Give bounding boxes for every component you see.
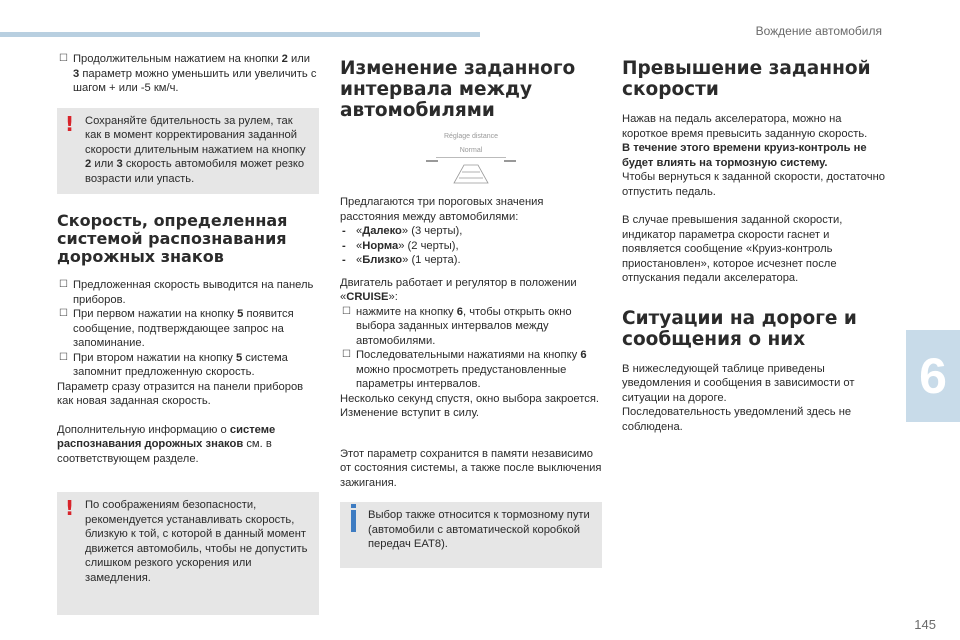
body-text: В нижеследующей таблице приведены уведомления и сообщения в зависимости от ситуации на дороге.	[622, 362, 855, 404]
more-info-text: Дополнительную информацию о системе распознавания дорожных знаков см. в соответствующем разделе.	[57, 423, 276, 465]
body-text: Предлагаются три пороговых значения расстояния между автомобилями:	[340, 196, 544, 223]
list-item: ☐ нажмите на кнопку 6, чтобы открыть окно выбора заданных интервалов между автомобилями.	[342, 305, 572, 347]
illustration-label-normal: Normal	[459, 147, 483, 154]
chapter-header-title: Вождение автомобиля	[755, 24, 882, 38]
list-item: - «Норма» (2 черты),	[342, 239, 459, 252]
list-item: - «Далеко» (3 черты),	[342, 225, 463, 237]
checkbox-bullet-icon: ☐	[342, 305, 351, 317]
column-1	[57, 52, 319, 627]
body-text: Двигатель работает и регулятор в положении «CRUISE»:	[340, 276, 577, 303]
list-item: ☐ При первом нажатии на кнопку 5 появится сообщение, подтверждающее запрос на запоминание.	[59, 308, 294, 349]
warning-exclamation-icon: !	[65, 111, 75, 136]
checkbox-bullet-icon: ☐	[59, 279, 68, 290]
body-text: Нажав на педаль акселератора, можно на короткое время превысить заданную скорость.	[622, 113, 868, 140]
distance-bars-icon	[406, 159, 536, 185]
distance-options-list	[340, 224, 602, 268]
checkbox-bullet-icon: ☐	[59, 308, 68, 319]
section-title-road-situations: Ситуации на дороге и сообщения о них	[622, 307, 857, 350]
body-text: Параметр сразу отразится на панели приборов как новая заданная скорость.	[57, 380, 304, 407]
checkbox-bullet-icon: ☐	[59, 53, 68, 64]
chapter-tab: 6	[906, 330, 960, 422]
list-item: ☐ Предложенная скорость выводится на панель приборов.	[59, 279, 314, 306]
body-text: В случае превышения заданной скорости, индикатор параметра скорости гаснет и появляется сообщение «Круиз-контроль приостановлен», которое исчезнет после отпускания педали акселератора.	[622, 214, 843, 284]
list-item: - «Близко» (1 черта).	[342, 254, 461, 266]
list-item: ☐ Продолжительным нажатием на кнопки 2 или 3 параметр можно уменьшить или увеличить с шагом + или -5 км/ч.	[59, 53, 317, 94]
warning-exclamation-icon: !	[65, 496, 75, 520]
body-text: Этот параметр сохранится в памяти независимо от состояния системы, а также после выключения зажигания.	[340, 447, 602, 489]
body-text: Чтобы вернуться к заданной скорости, достаточно отпустить педаль.	[622, 171, 886, 198]
checkbox-bullet-icon: ☐	[342, 349, 351, 360]
body-text: Несколько секунд спустя, окно выбора закроется. Изменение вступит в силу.	[340, 392, 600, 419]
checkbox-bullet-icon: ☐	[59, 351, 68, 363]
section-title-exceeding-speed: Превышение заданной скорости	[622, 58, 871, 100]
warning-note: ! По соображениям безопасности, рекомендуется устанавливать скорость, близкую к той, с которой в данный момент движется автомобиль, чтобы не допустить слишком резкого ускорения или замедления.	[57, 492, 319, 615]
body-text: Последовательность уведомлений здесь не соблюдена.	[622, 406, 852, 433]
header-accent-bar	[0, 32, 480, 37]
list-item: ☐ При втором нажатии на кнопку 5 система запомнит предложенную скорость.	[59, 351, 288, 378]
intro-list	[57, 52, 319, 96]
sign-recognition-link-text: системе распознавания дорожных знаков	[57, 423, 276, 450]
section-title-distance-change: Изменение заданного интервала между автомобилями	[340, 58, 576, 121]
warning-note: ! Сохраняйте бдительность за рулем, так как в момент корректирования заданной скорости длительным нажатием на кнопку 2 или 3 скорость автомобиля может резко возрасти или упасть.	[57, 108, 319, 195]
column-2	[340, 58, 602, 580]
info-note: Выбор также относится к тормозному пути (автомобили с автоматической коробкой передач EAT8).	[340, 502, 602, 568]
list-item: ☐ Последовательными нажатиями на кнопку 6 можно просмотреть предустановленные параметры интервалов.	[342, 349, 587, 390]
page-number: 145	[914, 617, 936, 632]
illustration-label-setting: Réglage distance	[443, 133, 499, 140]
bold-warning-text: В течение этого времени круиз-контроль не будет влиять на тормозную систему.	[622, 142, 867, 169]
column-3	[622, 58, 887, 434]
info-icon	[351, 510, 356, 532]
distance-setting-illustration	[406, 133, 536, 183]
distance-steps-list	[340, 305, 602, 392]
sign-speed-list	[57, 278, 319, 380]
section-title-speed-by-sign-recognition: Скорость, определенная системой распознавания дорожных знаков	[57, 211, 288, 266]
